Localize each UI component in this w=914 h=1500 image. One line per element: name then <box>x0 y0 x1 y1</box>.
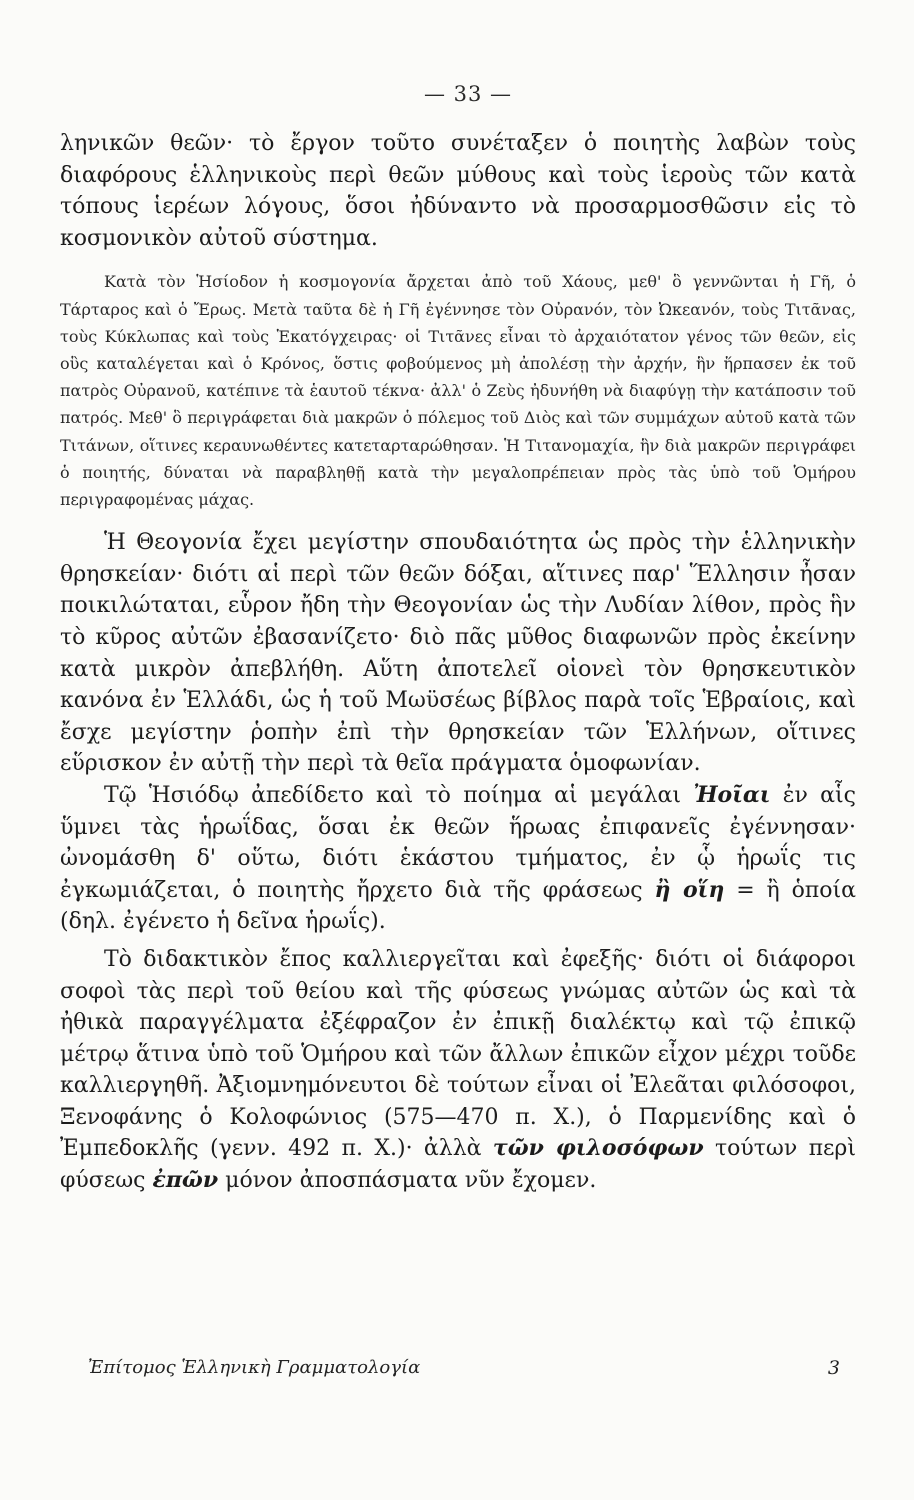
didaktikon-text-3: μόνον ἀποσπάσματα νῦν ἔχομεν. <box>218 1168 597 1194</box>
paragraph-ehoiai <box>60 780 856 938</box>
ehoiai-text-1: Τῷ Ἡσιόδῳ ἀπεδίδετο καὶ τὸ ποίημα αἱ μεγάλαι <box>104 782 694 808</box>
ehoiai-term-2: ἢ οἵη <box>654 876 725 903</box>
paragraph-theogonia: Ἡ Θεογονία ἔχει μεγίστην σπουδαιότητα ὡς πρὸς τὴν ἑλληνικὴν θρησκείαν· διότι αἱ περὶ τῶν θεῶν δόξαι, αἵτινες παρ' Ἕλλησιν ἦσαν ποικιλώταται, εὗρον ἤδη τὴν Θεογονίαν ὡς τὴν Λυδίαν λίθον, πρὸς ἣν τὸ κῦρος αὐτῶν ἐβασανίζετο· διὸ πᾶς μῦθος διαφωνῶν πρὸς ἐκείνην κατὰ μικρὸν ἀπεβλήθη. Αὕτη ἀποτελεῖ οἱονεὶ τὸν θρησκευτικὸν κανόνα ἐν Ἑλλάδι, ὡς ἡ τοῦ Μωϋσέως βίβλος παρὰ τοῖς Ἑβραίοις, καὶ ἔσχε μεγίστην ῥοπὴν ἐπὶ τὴν θρησκείαν τῶν Ἑλλήνων, οἵτινες εὕρισκον ἐν αὐτῇ τὴν περὶ τὰ θεῖα πράγματα ὁμοφωνίαν. <box>60 530 856 777</box>
ehoiai-text-2: ἐν αἷς ὕμνει τὰς ἡρωΐδας, ὅσαι ἐκ θεῶν ἥρωας ἐπιφανεῖς ἐγέννησαν· ὠνομάσθη δ' οὕτω, διότι ἑκάστου τμήματος, ἐν ᾧ ἡρωΐς τις ἐγκωμιάζεται, ὁ ποιητὴς ἤρχετο διὰ τῆς φράσεως <box>60 782 856 903</box>
footer-signature-mark: 3 <box>827 1357 840 1379</box>
didaktikon-term-2: ἐπῶν <box>152 1167 219 1194</box>
didaktikon-text-1: Τὸ διδακτικὸν ἔπος καλλιεργεῖται καὶ ἐφεξῆς· διότι οἱ διάφοροι σοφοὶ τὰς περὶ τοῦ θείου καὶ τῆς φύσεως γνώμας αὐτῶν ὡς καὶ τὰ ἠθικὰ παραγγέλματα ἐξέφραζον ἐν ἐπικῇ διαλέκτῳ καὶ τῷ ἐπικῷ μέτρῳ ἅτινα ὑπὸ τοῦ Ὁμήρου καὶ τῶν ἄλλων ἐπικῶν εἶχον μέχρι τοῦδε καλλιεργηθῆ. Ἀξιομνημόνευτοι δὲ τούτων εἶναι οἱ Ἐλεᾶται φιλόσοφοι, Ξενοφάνης ὁ Κολοφώνιος (575—470 π. Χ.), ὁ Παρμενίδης καὶ ὁ Ἐμπεδοκλῆς (γενν. 492 π. Χ.)· ἀλλὰ <box>60 946 856 1162</box>
paragraph-continued: ληνικῶν θεῶν· τὸ ἔργον τοῦτο συνέταξεν ὁ ποιητὴς λαβὼν τοὺς διαφόρους ἑλληνικοὺς περὶ θεῶν μύθους καὶ τοὺς ἱεροὺς τῶν κατὰ τόπους ἱερέων λόγους, ὅσοι ἠδύναντο νὰ προσαρμοσθῶσιν εἰς τὸ κοσμονικὸν αὐτοῦ σύστημα. <box>60 131 856 251</box>
page-number: — 33 — <box>423 82 513 106</box>
page-body <box>60 82 856 1197</box>
ehoiai-text-3: = ἢ ὁποία (δηλ. ἐγένετο ἡ δεῖνα ἡρωΐς). <box>60 877 856 935</box>
footer-book-title: Ἐπίτομος Ἑλληνικὴ Γραμματολογία <box>88 1357 421 1378</box>
didaktikon-text-2: τούτων περὶ φύσεως <box>60 1136 856 1194</box>
paragraph-didaktikon <box>60 944 856 1197</box>
note-paragraph: Κατὰ τὸν Ἡσίοδον ἡ κοσμογονία ἄρχεται ἀπὸ τοῦ Χάους, μεθ' ὃ γεννῶνται ἡ Γῆ, ὁ Τάρταρος καὶ ὁ Ἔρως. Μετὰ ταῦτα δὲ ἡ Γῆ ἐγέννησε τὸν Οὐρανόν, τὸν Ὠκεανόν, τοὺς Τιτᾶνας, τοὺς Κύκλωπας καὶ τοὺς Ἑκατόγχειρας· οἱ Τιτᾶνες εἶναι τὸ ἀρχαιότατον γένος τῶν θεῶν, εἰς οὓς καταλέγεται καὶ ὁ Κρόνος, ὅστις φοβούμενος μὴ ἀπολέσῃ τὴν ἀρχήν, ἣν ἥρπασεν ἐκ τοῦ πατρὸς Οὐρανοῦ, κατέπινε τὰ ἑαυτοῦ τέκνα· ἀλλ' ὁ Ζεὺς ἠδυνήθη νὰ διαφύγῃ τὴν κατάποσιν τοῦ πατρός. Μεθ' ὃ περιγράφεται διὰ μακρῶν ὁ πόλεμος τοῦ Διὸς καὶ τῶν συμμάχων αὐτοῦ κατὰ τῶν Τιτάνων, οἵτινες κεραυνωθέντες κατεταρταρώθησαν. Ἡ Τιτανομαχία, ἣν διὰ μακρῶν περιγράφει ὁ ποιητής, δύναται νὰ παραβληθῇ κατὰ τὴν μεγαλοπρέπειαν πρὸς τὰς ὑπὸ τοῦ Ὁμήρου περιγραφομένας μάχας. <box>60 272 856 509</box>
didaktikon-term-1: τῶν φιλοσόφων <box>492 1135 704 1162</box>
ehoiai-term-1: Ἠοῖαι <box>693 781 771 808</box>
